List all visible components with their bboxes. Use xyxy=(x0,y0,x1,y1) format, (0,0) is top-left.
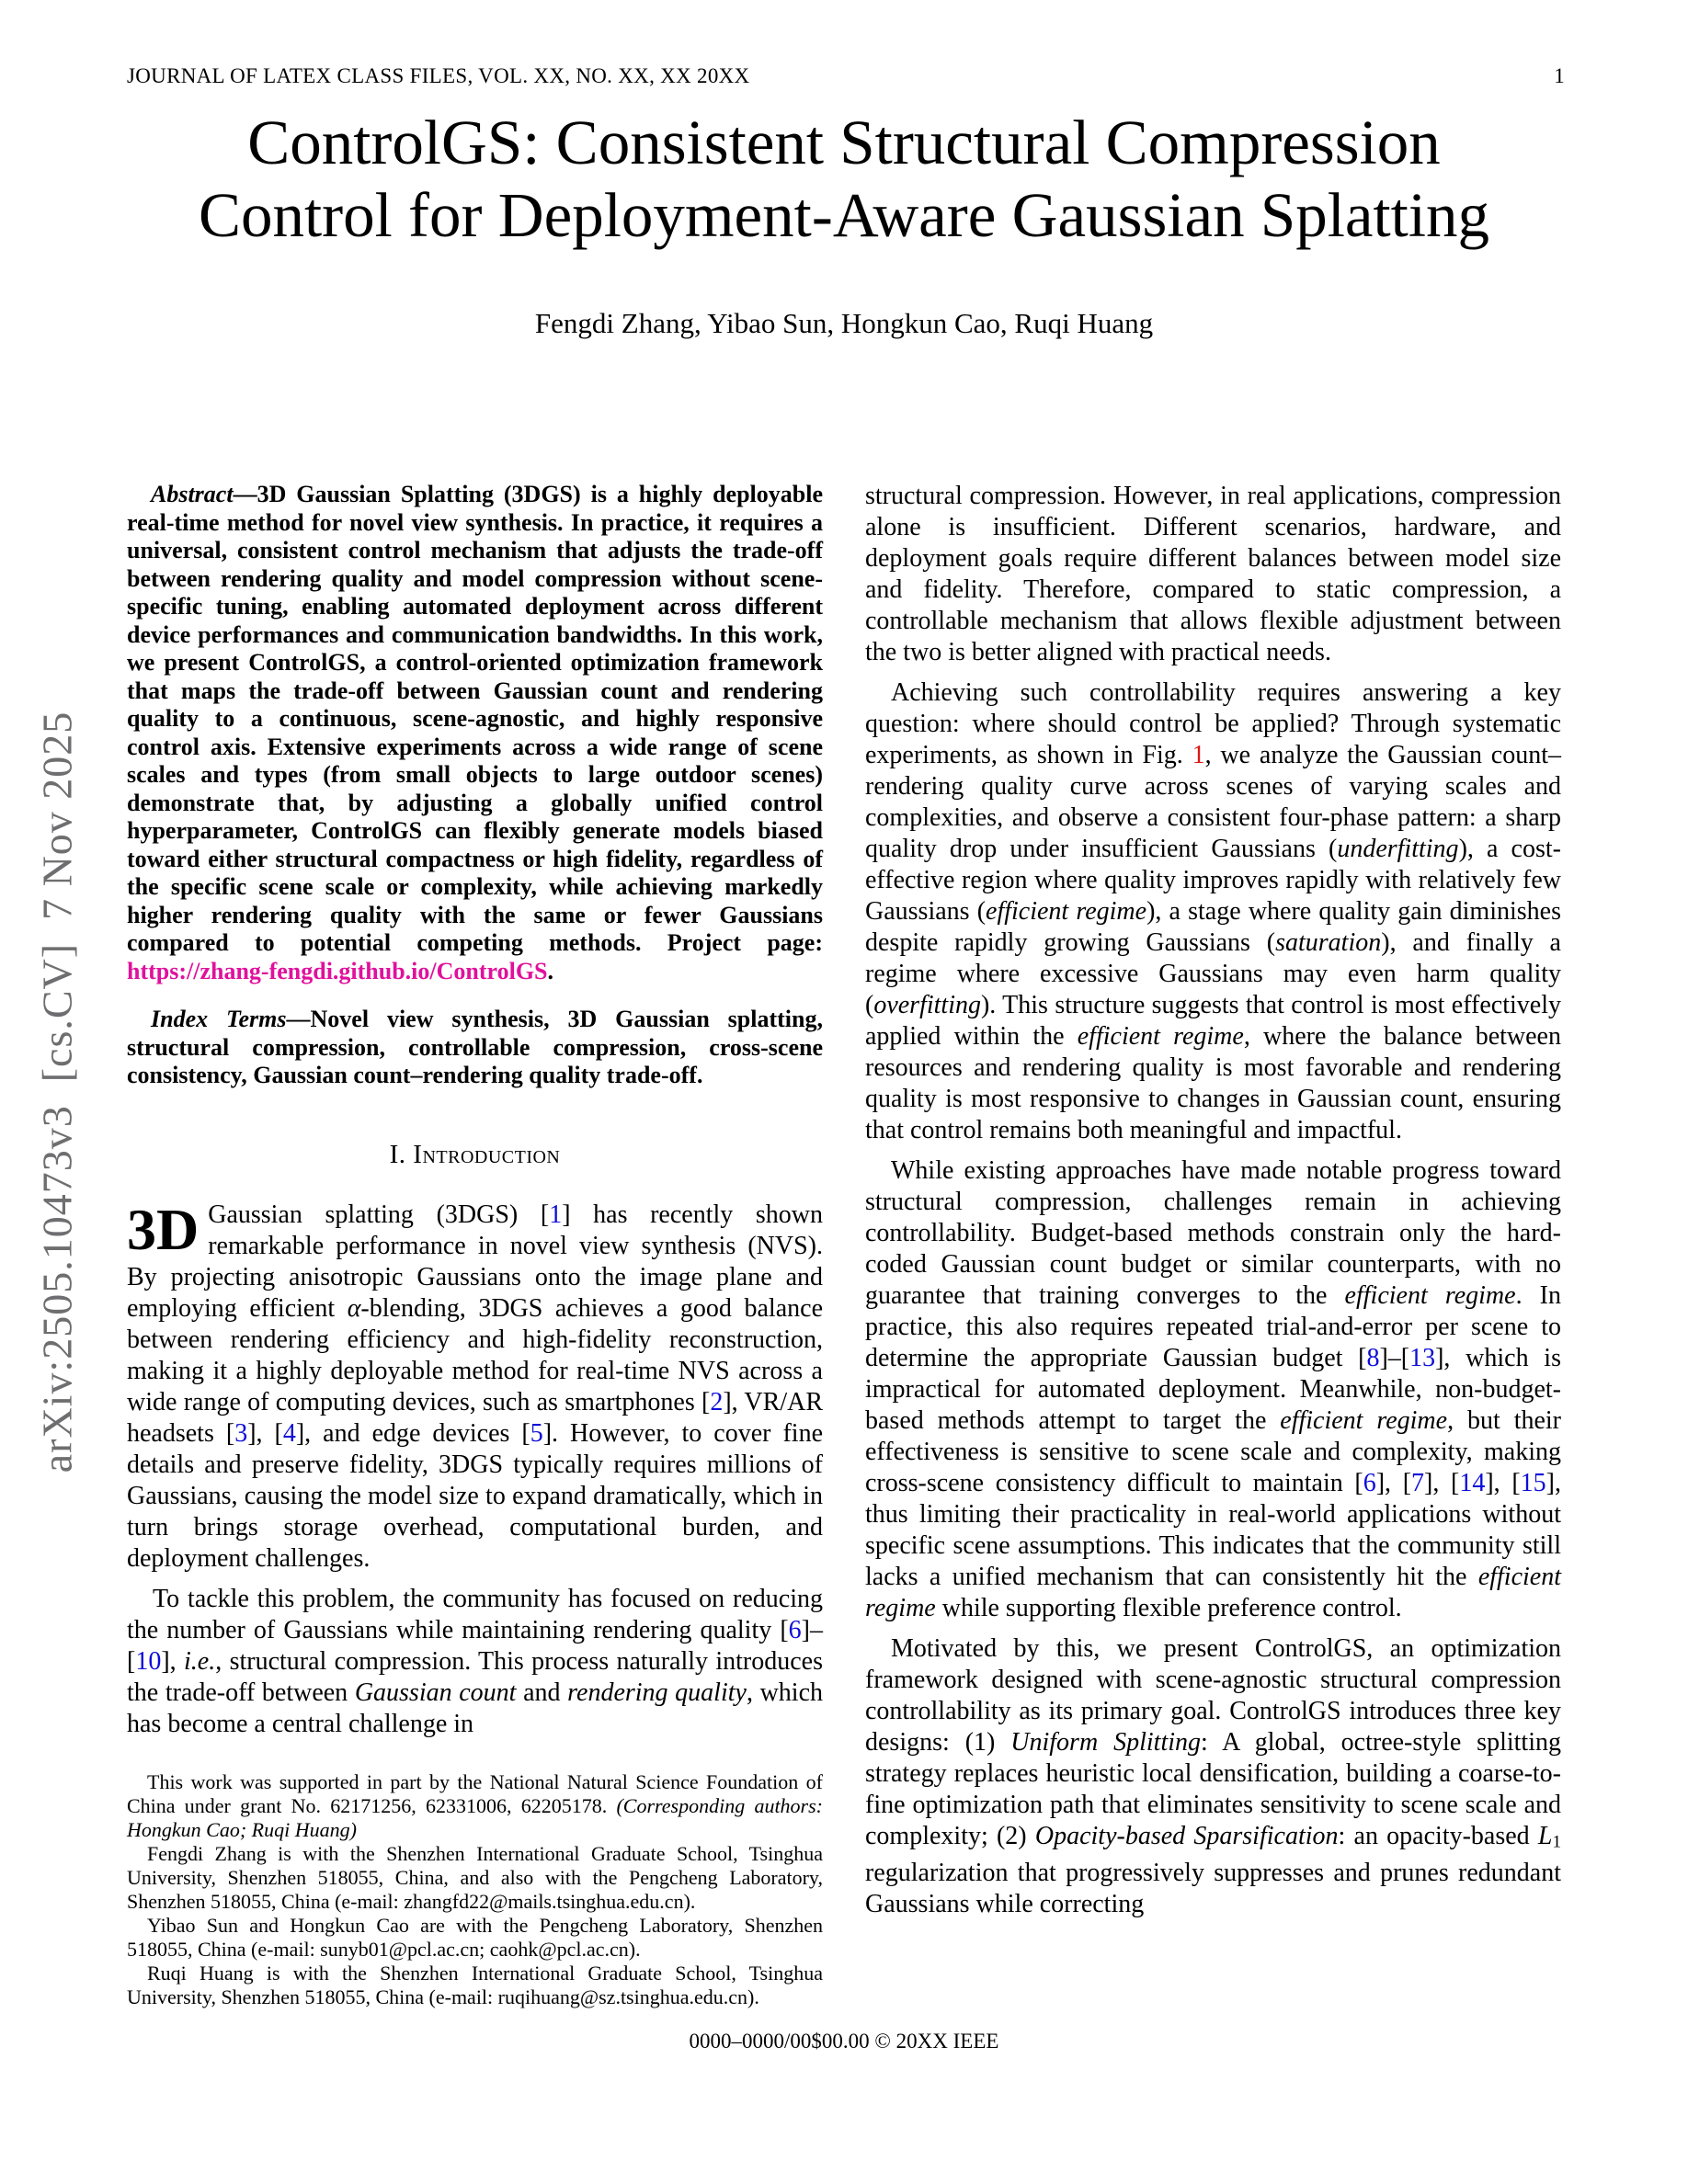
footnotes-block xyxy=(127,1770,823,2009)
section-title: Introduction xyxy=(413,1140,561,1169)
page-header xyxy=(127,64,1565,88)
footnote-author-fengdi-zhang: Fengdi Zhang is with the Shenzhen International Graduate School, Tsinghua University, Shenzhen 518055, China, and also with the Pengcheng Laboratory, Shenzhen 518055, China (e-mail: zhangfd22@mails.tsinghua.edu.cn). xyxy=(127,1842,823,1913)
page-number: 1 xyxy=(1554,64,1565,87)
figure-ref-link[interactable]: 1 xyxy=(1192,741,1205,769)
section-heading-introduction xyxy=(127,1140,823,1170)
citation-link[interactable]: 6 xyxy=(1363,1469,1376,1497)
citation-link[interactable]: 7 xyxy=(1411,1469,1425,1497)
author-list: Fengdi Zhang, Yibao Sun, Hongkun Cao, Ruqi Huang xyxy=(534,307,1154,339)
body-paragraph-2: Achieving such controllability requires answering a key question: where should control be applied? Through systematic experiments, as shown in Fig. 1, we analyze the Gaussian count–rendering quality curve across scenes of varying scales and complexities, and observe a consistent four-phase pattern: a sharp quality drop under insufficient Gaussians (underfitting), a cost-effective region where quality improves rapidly with relatively few Gaussians (efficient regime), a stage where quality gain diminishes despite rapidly growing Gaussians (saturation), and finally a regime where excessive Gaussians may even harm quality (overfitting). This structure suggests that control is most effectively applied within the efficient regime, where the balance between resources and rendering quality is most favorable and rendering quality is most responsive to changes in Gaussian count, ensuring that control remains both meaningful and impactful. xyxy=(865,678,1561,1144)
section-number: I. xyxy=(389,1140,406,1169)
body-paragraph-1: structural compression. However, in real applications, compression alone is insufficient. Different scenarios, hardware, and deployment goals require different balances between model size and fidelity. Therefore, compared to static compression, a controllable mechanism that allows flexible adjustment between the two is better aligned with practical needs. xyxy=(865,482,1561,666)
introduction-section xyxy=(127,1140,823,1749)
intro-paragraph-1 xyxy=(127,1197,824,1575)
footnote-funding: This work was supported in part by the National Natural Science Foundation of China under grant No. 62171256, 62331006, 62205178. (Corresponding authors: Hongkun Cao; Ruqi Huang) xyxy=(127,1770,824,1841)
copyright-footer: 0000–0000/00$00.00 © 20XX IEEE xyxy=(689,2030,999,2053)
body-paragraph-3: While existing approaches have made notable progress toward structural compression, challenges remain in achieving controllability. Budget-based methods constrain only the hard-coded Gaussian count budget or similar counterparts, with no guarantee that training converges to the efficient regime. In practice, this also requires repeated trial-and-error per scene to determine the appropriate Gaussian budget [8]–[13], which is impractical for automated deployment. Meanwhile, non-budget-based methods attempt to target the efficient regime, but their effectiveness is sensitive to scene scale and complexity, making cross-scene consistency difficult to maintain [6], [7], [14], [15], thus limiting their practicality in real-world applications without specific scene assumptions. This indicates that the community still lacks a unified mechanism that can consistently hit the efficient regime while supporting flexible preference control. xyxy=(865,1156,1561,1622)
arxiv-watermark: arXiv:2505.10473v3 [cs.CV] 7 Nov 2025 xyxy=(33,711,81,1473)
citation-link[interactable]: 1 xyxy=(549,1200,563,1229)
footnote-author-ruqi-huang: Ruqi Huang is with the Shenzhen International Graduate School, Tsinghua University, Shenzhen 518055, China (e-mail: ruqihuang@sz.tsinghua.edu.cn). xyxy=(127,1962,823,2008)
drop-cap: 3D xyxy=(127,1197,200,1262)
citation-link[interactable]: 13 xyxy=(1409,1344,1436,1372)
citation-link[interactable]: 4 xyxy=(282,1419,296,1448)
project-page-link[interactable]: https://zhang-fengdi.github.io/ControlGS xyxy=(127,957,548,984)
citation-link[interactable]: 2 xyxy=(710,1388,724,1416)
intro-paragraph-1-text: Gaussian splatting (3DGS) [1] has recently shown remarkable performance in novel view synthesis (NVS). By projecting anisotropic Gaussians onto the image plane and employing efficient α-blending, 3DGS achieves a good balance between rendering efficiency and high-fidelity reconstruction, making it a highly deployable method for real-time NVS across a wide range of computing devices, such as smartphones [2], VR/AR headsets [3], [4], and edge devices [5]. However, to cover fine details and preserve fidelity, 3DGS typically requires millions of Gaussians, causing the model size to expand dramatically, which in turn brings storage overhead, computational burden, and deployment challenges. xyxy=(127,1200,824,1573)
paper-title xyxy=(55,107,1633,251)
citation-link[interactable]: 10 xyxy=(135,1647,162,1676)
citation-link[interactable]: 6 xyxy=(788,1616,802,1644)
citation-link[interactable]: 3 xyxy=(234,1419,248,1448)
paper-title-line1: ControlGS: Consistent Structural Compression xyxy=(247,108,1441,177)
index-terms-paragraph: Index Terms—Novel view synthesis, 3D Gaussian splatting, structural compression, controllable compression, cross-scene consistency, Gaussian count–rendering quality trade-off. xyxy=(127,1006,823,1088)
citation-link[interactable]: 5 xyxy=(530,1419,543,1448)
journal-header-text: JOURNAL OF LATEX CLASS FILES, VOL. XX, NO. XX, XX 20XX xyxy=(127,64,750,87)
abstract-paragraph: Abstract—3D Gaussian Splatting (3DGS) is a highly deployable real-time method for novel view synthesis. In practice, it requires a universal, consistent control mechanism that adjusts the trade-off between rendering quality and model compression without scene-specific tuning, enabling automated deployment across different device performances and communication bandwidths. In this work, we present ControlGS, a control-oriented optimization framework that maps the trade-off between Gaussian count and rendering quality to a continuous, scene-agnostic, and highly responsive control axis. Extensive experiments across a wide range of scene scales and types (from small objects to large outdoor scenes) demonstrate that, by adjusting a globally unified control hyperparameter, ControlGS can flexibly generate models biased toward either structural compactness or high fidelity, regardless of the specific scene scale or complexity, while achieving markedly higher rendering quality with the same or fewer Gaussians compared to potential competing methods. Project page: https://zhang-fengdi.github.io/ControlGS. xyxy=(127,481,823,984)
paper-title-line2: Control for Deployment-Aware Gaussian Splatting xyxy=(198,179,1490,250)
citation-link[interactable]: 15 xyxy=(1520,1469,1546,1497)
citation-link[interactable]: 14 xyxy=(1459,1469,1486,1497)
citation-link[interactable]: 8 xyxy=(1366,1344,1380,1372)
footnote-author-yibao-sun-hongkun-cao: Yibao Sun and Hongkun Cao are with the Pengcheng Laboratory, Shenzhen 518055, China (e-mail: sunyb01@pcl.ac.cn; caohk@pcl.ac.cn). xyxy=(127,1914,823,1961)
intro-paragraph-2: To tackle this problem, the community has focused on reducing the number of Gaussians while maintaining rendering quality [6]–[10], i.e., structural compression. This process naturally introduces the trade-off between Gaussian count and rendering quality, which has become a central challenge in xyxy=(127,1585,824,1738)
right-column xyxy=(865,481,1561,1929)
body-paragraph-4: Motivated by this, we present ControlGS, an optimization framework designed with scene-agnostic structural compression controllability as its primary goal. ControlGS introduces three key designs: (1) Uniform Splitting: A global, octree-style splitting strategy replaces heuristic local densification, building a coarse-to-fine optimization path that eliminates sensitivity to scene scale and complexity; (2) Opacity-based Sparsification: an opacity-based L1 regularization that progressively suppresses and prunes redundant Gaussians while correcting xyxy=(865,1634,1562,1919)
